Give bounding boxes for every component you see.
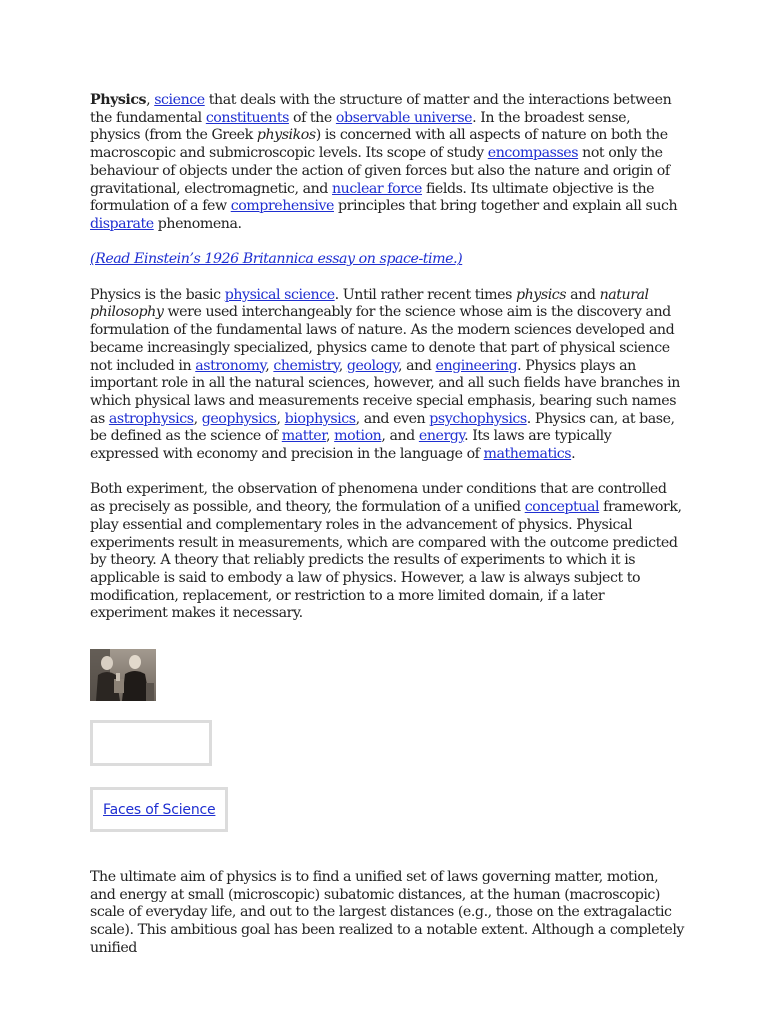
link-physical-science[interactable]: physical science [224,286,335,303]
article-body [90,92,684,958]
link-faces-of-science[interactable]: Faces of Science [103,802,216,819]
link-einstein-essay[interactable]: (Read Einstein’s 1926 Britannica essay on space-time.) [90,251,463,268]
link-astrophysics[interactable]: astrophysics [108,410,194,427]
link-astronomy[interactable]: astronomy [195,357,266,374]
link-comprehensive[interactable]: comprehensive [230,198,334,215]
paragraph-ultimate-aim: The ultimate aim of physics is to find a unified set of laws governing matter, motion, and energy at small (microscopic) subatomic distances, at the human (macroscopic) scale of everyday life, and out to the largest distances (e.g., those on the extragalactic scale). This ambitious goal has been realized to a notable extent. Although a completely unified [90,869,684,956]
link-chemistry[interactable]: chemistry [273,357,339,374]
faces-of-science-box [90,787,228,832]
link-biophysics[interactable]: biophysics [284,410,356,427]
link-observable-universe[interactable]: observable universe [335,109,473,126]
link-motion[interactable]: motion [334,428,382,445]
faces-of-science-thumbnail-image[interactable] [90,649,156,701]
link-geology[interactable]: geology [346,357,398,374]
paragraph-experiment-theory: Both experiment, the observation of phenomena under conditions that are controlled as precisely as possible, and theory, the formulation of a unified conceptual framework, play essential and complementary roles in the advancement of physics. Physical experiments result in measurements, which are compared with the outcome predicted by theory. A theory that reliably predicts the results of experiments to which it is applicable is said to embody a law of physics. However, a law is always subject to modification, replacement, or restriction to a more limited domain, if a later experiment makes it necessary. [90,481,682,622]
paragraph-basic-science: Physics is the basic physical science. Until rather recent times physics and natural philosophy were used interchangeably for the science whose aim is the discovery and formulation of the fundamental laws of nature. As the modern sciences developed and became increasingly specialized, physics came to denote that part of physical science not included in astronomy, chemistry, geology, and engineering. Physics plays an important role in all the natural sciences, however, and all such fields have branches in which physical laws and measurements receive special emphasis, bearing such names as astrophysics, geophysics, biophysics, and even psychophysics. Physics can, at base, be defined as the science of matter, motion, and energy. Its laws are typically expressed with economy and precision in the language of mathematics. [90,286,680,463]
paragraph-intro: Physics, science that deals with the structure of matter and the interactions between the fundamental constituents of the observable universe. In the broadest sense, physics (from the Greek physikos) is concerned with all aspects of nature on both the macroscopic and submicroscopic levels. Its scope of study encompasses not only the behaviour of objects under the action of given forces but also the nature and origin of gravitational, electromagnetic, and nuclear force fields. Its ultimate objective is the formulation of a few comprehensive principles that bring together and explain all such disparate phenomena. [90,92,678,232]
link-matter[interactable]: matter [281,428,327,445]
link-conceptual[interactable]: conceptual [524,499,600,516]
link-constituents[interactable]: constituents [205,109,289,126]
lead-term: Physics [90,92,147,108]
link-encompasses[interactable]: encompasses [487,145,579,162]
link-psychophysics[interactable]: psychophysics [429,410,527,427]
empty-media-box [90,720,212,766]
paragraph-einstein [90,251,684,269]
link-disparate[interactable]: disparate [90,215,154,232]
link-science[interactable]: science [154,92,205,108]
link-energy[interactable]: energy [418,428,465,445]
link-nuclear-force[interactable]: nuclear force [332,180,422,197]
link-geophysics[interactable]: geophysics [201,410,277,427]
link-mathematics[interactable]: mathematics [483,446,572,463]
link-engineering[interactable]: engineering [435,357,518,374]
